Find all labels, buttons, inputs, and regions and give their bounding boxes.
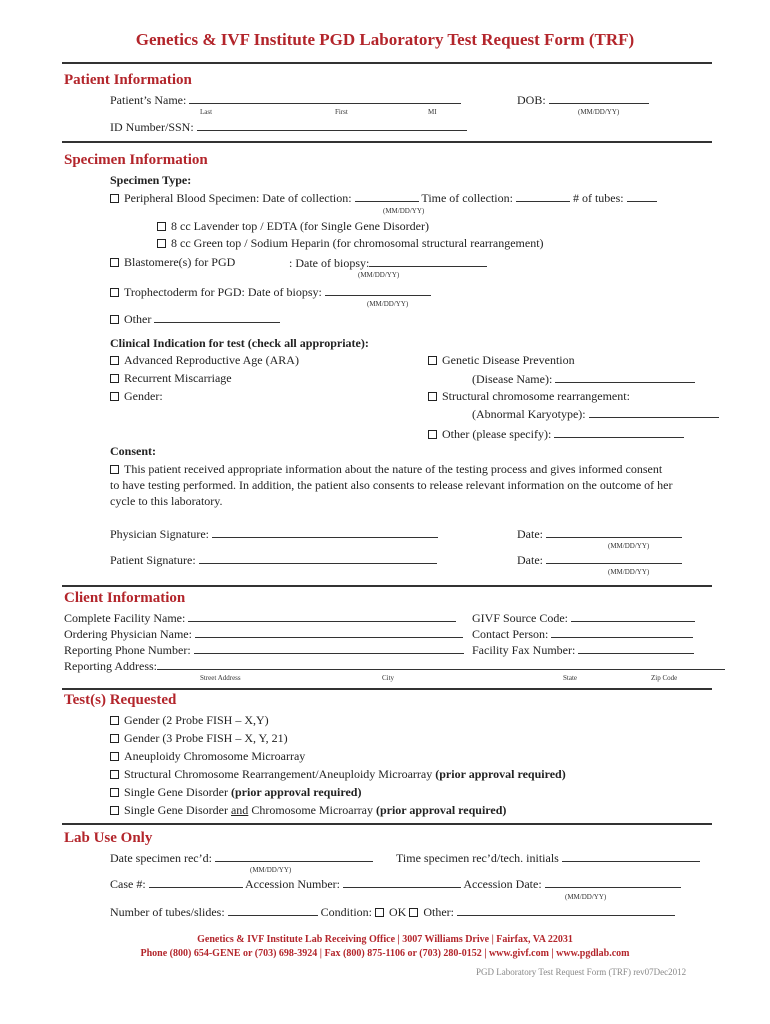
patient-date-format: (MM/DD/YY) [608, 568, 650, 576]
consent-heading: Consent: [110, 444, 157, 458]
state-caption: State [563, 674, 577, 682]
test-5-checkbox[interactable] [110, 788, 119, 797]
test-4-label: Structural Chromosome Rearrangement/Aneuploidy Microarray [124, 767, 436, 781]
miscarriage-label: Recurrent Miscarriage [124, 371, 232, 385]
zip-caption: Zip Code [651, 674, 678, 682]
other-indication-field[interactable] [554, 426, 684, 438]
id-label: ID Number/SSN: [110, 120, 194, 134]
revision-note: PGD Laboratory Test Request Form (TRF) rev07Dec2012 [476, 967, 687, 977]
test-6-approval: (prior approval required) [375, 803, 507, 817]
blastomere-biopsy-format: (MM/DD/YY) [358, 271, 400, 279]
source-code-field[interactable] [571, 610, 695, 622]
peripheral-label: Peripheral Blood Specimen: Date of collection: [124, 191, 352, 205]
tubes-field[interactable] [627, 190, 657, 202]
time-received-field[interactable] [562, 850, 700, 862]
title-divider [62, 62, 712, 64]
physician-date-label: Date: [517, 527, 543, 541]
clinical-heading: Clinical Indication for test (check all appropriate): [110, 336, 369, 350]
consent-checkbox[interactable] [110, 465, 119, 474]
date-received-field[interactable] [215, 850, 373, 862]
condition-other-field[interactable] [457, 904, 675, 916]
consent-text-2: to have testing performed. In addition, the patient also consents to release relevant information on the outcome of her [110, 478, 673, 492]
genetic-label: Genetic Disease Prevention [442, 353, 575, 367]
ara-label: Advanced Reproductive Age (ARA) [124, 353, 299, 367]
patient-date-field[interactable] [546, 552, 682, 564]
patient-name-label: Patient’s Name: [110, 93, 187, 107]
client-divider [62, 688, 712, 690]
ara-checkbox[interactable] [110, 356, 119, 365]
test-1-checkbox[interactable] [110, 716, 119, 725]
disease-name-label: (Disease Name): [472, 372, 553, 386]
test-5-approval: (prior approval required) [230, 785, 362, 799]
physician-label: Ordering Physician Name: [64, 627, 192, 641]
footer-address: Genetics & IVF Institute Lab Receiving Office | 3007 Williams Drive | Fairfax, VA 22031 [197, 934, 573, 945]
physician-date-format: (MM/DD/YY) [608, 542, 650, 550]
consent-text-1: This patient received appropriate information about the nature of the testing process and gives informed consent [124, 462, 663, 476]
other-indication-label: Other (please specify): [442, 427, 552, 441]
address-label: Reporting Address: [64, 659, 157, 673]
time-received-label: Time specimen rec’d/tech. initials [396, 851, 559, 865]
test-1-label: Gender (2 Probe FISH – X,Y) [124, 713, 269, 727]
fax-row [472, 642, 694, 658]
accession-date-field[interactable] [545, 876, 681, 888]
tests-section-heading: Test(s) Requested [64, 692, 177, 708]
tubes-label: # of tubes: [572, 191, 624, 205]
first-name-caption: First [335, 108, 348, 116]
gender-indication-row [110, 389, 163, 404]
id-row [110, 119, 467, 135]
tests-divider [62, 823, 712, 825]
green-label: 8 cc Green top / Sodium Heparin (for chromosomal structural rearrangement) [171, 236, 544, 250]
facility-row [64, 610, 456, 626]
test-row-2 [110, 731, 288, 746]
physician-signature-row [110, 526, 438, 542]
specimen-divider [62, 585, 712, 587]
other-indication-row [428, 426, 684, 442]
karyotype-field[interactable] [589, 406, 719, 418]
condition-label: Condition: [320, 905, 372, 919]
condition-ok-checkbox[interactable] [375, 908, 384, 917]
trophectoderm-checkbox[interactable] [110, 288, 119, 297]
physician-field[interactable] [195, 626, 463, 638]
disease-name-row [472, 371, 695, 387]
dob-format: (MM/DD/YY) [578, 108, 620, 116]
karyotype-label: (Abnormal Karyotype): [472, 407, 586, 421]
test-3-checkbox[interactable] [110, 752, 119, 761]
blastomere-row [110, 255, 235, 270]
dob-row [517, 92, 649, 108]
peripheral-row [110, 190, 657, 206]
facility-field[interactable] [188, 610, 456, 622]
trophectoderm-label: Trophectoderm for PGD: Date of biopsy: [124, 285, 322, 299]
condition-other-checkbox[interactable] [409, 908, 418, 917]
last-name-caption: Last [200, 108, 213, 116]
test-6-label-a: Single Gene Disorder [124, 803, 231, 817]
specimen-section-heading: Specimen Information [64, 152, 208, 168]
case-field[interactable] [149, 876, 243, 888]
green-checkbox[interactable] [157, 239, 166, 248]
phone-label: Reporting Phone Number: [64, 643, 191, 657]
genetic-checkbox[interactable] [428, 356, 437, 365]
green-row [157, 236, 544, 251]
condition-other-label: Other: [423, 905, 454, 919]
disease-name-field[interactable] [555, 371, 695, 383]
tubes-slides-field[interactable] [228, 904, 318, 916]
patient-name-row [110, 92, 461, 108]
peripheral-checkbox[interactable] [110, 194, 119, 203]
physician-date-row [517, 526, 682, 542]
date-received-row [110, 850, 373, 866]
test-2-checkbox[interactable] [110, 734, 119, 743]
collection-time-label: Time of collection: [421, 191, 513, 205]
lavender-checkbox[interactable] [157, 222, 166, 231]
physician-signature-field[interactable] [212, 526, 438, 538]
lavender-label: 8 cc Lavender top / EDTA (for Single Gene Disorder) [171, 219, 429, 233]
patient-signature-row [110, 552, 437, 568]
phone-field[interactable] [194, 642, 464, 654]
miscarriage-checkbox[interactable] [110, 374, 119, 383]
contact-field[interactable] [551, 626, 693, 638]
ara-row [110, 353, 299, 368]
patient-section-heading: Patient Information [64, 72, 192, 88]
phone-row [64, 642, 464, 658]
date-received-label: Date specimen rec’d: [110, 851, 212, 865]
structural-row [428, 389, 630, 404]
tubes-slides-label: Number of tubes/slides: [110, 905, 225, 919]
blastomere-biopsy-row [289, 255, 487, 271]
address-field[interactable] [157, 658, 725, 670]
trophectoderm-biopsy-format: (MM/DD/YY) [367, 300, 409, 308]
tubes-slides-row [110, 904, 675, 920]
blastomere-checkbox[interactable] [110, 258, 119, 267]
date-received-format: (MM/DD/YY) [250, 866, 292, 874]
patient-date-label: Date: [517, 553, 543, 567]
case-row [110, 876, 681, 892]
client-section-heading: Client Information [64, 590, 186, 606]
accession-date-label: Accession Date: [463, 877, 542, 891]
other-specimen-field[interactable] [154, 311, 280, 323]
miscarriage-row [110, 371, 232, 386]
test-row-5 [110, 785, 361, 800]
dob-field[interactable] [549, 92, 649, 104]
blastomere-biopsy-label: : Date of biopsy: [289, 256, 370, 270]
physician-row [64, 626, 463, 642]
trophectoderm-biopsy-field[interactable] [325, 284, 431, 296]
test-row-6 [110, 803, 506, 818]
city-caption: City [382, 674, 395, 682]
dob-label: DOB: [517, 93, 546, 107]
time-received-row [396, 850, 700, 866]
accession-number-field[interactable] [343, 876, 461, 888]
other-indication-checkbox[interactable] [428, 430, 437, 439]
test-4-checkbox[interactable] [110, 770, 119, 779]
case-label: Case #: [110, 877, 146, 891]
blastomere-biopsy-field[interactable] [369, 255, 487, 267]
facility-label: Complete Facility Name: [64, 611, 186, 625]
source-code-row [472, 610, 695, 626]
test-6-and: and [230, 803, 249, 817]
test-4-approval: (prior approval required) [435, 767, 566, 781]
condition-ok-label: OK [389, 905, 407, 919]
structural-checkbox[interactable] [428, 392, 437, 401]
test-3-label: Aneuploidy Chromosome Microarray [124, 749, 306, 763]
trophectoderm-row [110, 284, 431, 300]
accession-number-label: Accession Number: [245, 877, 340, 891]
test-row-1 [110, 713, 269, 728]
test-row-4 [110, 767, 566, 782]
test-6-checkbox[interactable] [110, 806, 119, 815]
test-6-label-b: Chromosome Microarray [248, 803, 376, 817]
test-2-label: Gender (3 Probe FISH – X, Y, 21) [124, 731, 288, 745]
collection-date-field[interactable] [355, 190, 419, 202]
test-5-label: Single Gene Disorder [124, 785, 231, 799]
blastomere-label: Blastomere(s) for PGD [124, 255, 236, 269]
lab-section-heading: Lab Use Only [64, 830, 153, 846]
middle-initial-caption: MI [428, 108, 437, 116]
accession-date-format: (MM/DD/YY) [565, 893, 607, 901]
collection-date-format: (MM/DD/YY) [383, 207, 425, 215]
other-specimen-checkbox[interactable] [110, 315, 119, 324]
genetic-row [428, 353, 575, 368]
other-specimen-row [110, 311, 280, 327]
specimen-type-label: Specimen Type: [110, 173, 192, 187]
consent-line-1 [110, 462, 662, 477]
other-specimen-label: Other [124, 312, 152, 326]
address-row [64, 658, 725, 674]
structural-label: Structural chromosome rearrangement: [442, 389, 630, 403]
street-caption: Street Address [200, 674, 241, 682]
consent-text-3: cycle to this laboratory. [110, 494, 223, 508]
patient-date-row [517, 552, 682, 568]
patient-divider [62, 141, 712, 143]
patient-signature-field[interactable] [199, 552, 437, 564]
contact-label: Contact Person: [472, 627, 549, 641]
gender-indication-checkbox[interactable] [110, 392, 119, 401]
id-field[interactable] [197, 119, 467, 131]
gender-indication-label: Gender: [124, 389, 163, 403]
contact-row [472, 626, 693, 642]
collection-time-field[interactable] [516, 190, 570, 202]
page-title: Genetics & IVF Institute PGD Laboratory Test Request Form (TRF) [135, 30, 635, 49]
patient-name-field[interactable] [189, 92, 461, 104]
physician-date-field[interactable] [546, 526, 682, 538]
test-row-3 [110, 749, 305, 764]
footer-contact: Phone (800) 654-GENE or (703) 698-3924 | Fax (800) 875-1106 or (703) 280-0152 | www.givf.com | www.pgdlab.com [140, 948, 630, 959]
karyotype-row [472, 406, 719, 422]
lavender-row [157, 219, 429, 234]
fax-field[interactable] [578, 642, 694, 654]
fax-label: Facility Fax Number: [472, 643, 576, 657]
source-code-label: GIVF Source Code: [472, 611, 568, 625]
physician-signature-label: Physician Signature: [110, 527, 209, 541]
patient-signature-label: Patient Signature: [110, 553, 196, 567]
